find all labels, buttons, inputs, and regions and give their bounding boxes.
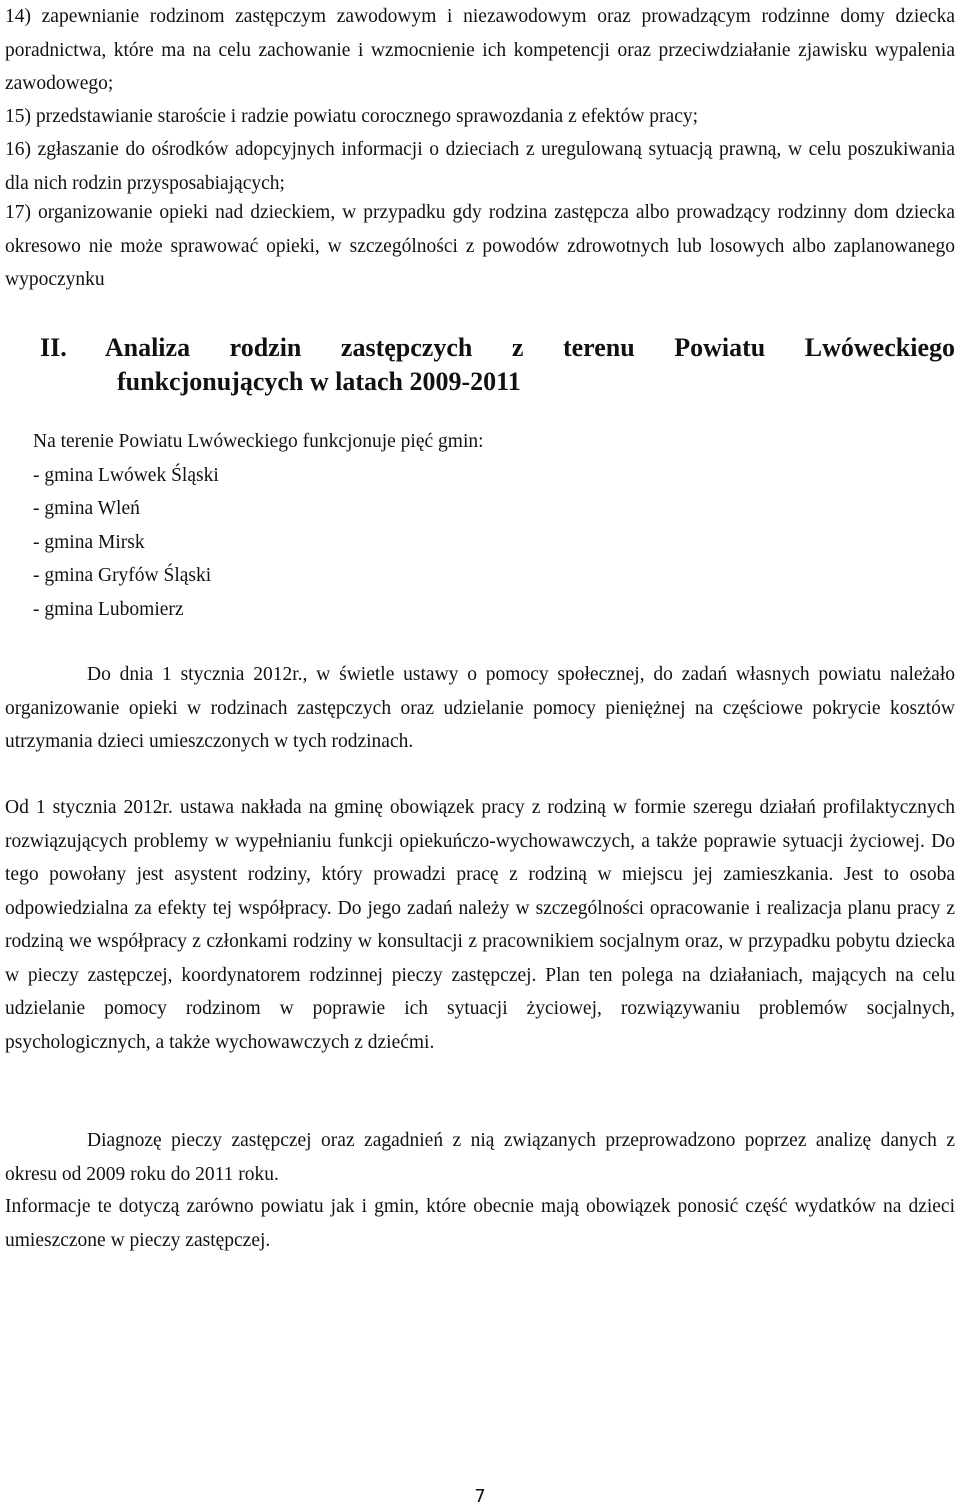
paragraph-1: Do dnia 1 stycznia 2012r., w świetle ustawy o pomocy społecznej, do zadań własnych powiatu należało organizowanie opieki w rodzinach zastępczych oraz udzielanie pomocy pieniężnej na częściowe pokrycie kosztów utrzymania dzieci umieszczonych w tych rodzinach. <box>5 664 955 752</box>
list-item-17: 17) organizowanie opieki nad dzieckiem, w przypadku gdy rodzina zastępcza albo prowadzący rodzinny dom dziecka okresowo nie może sprawować opieki, w szczególności z powodów zdrowotnych lub losowych albo zaplanowanego wypoczynku <box>5 202 955 290</box>
list-item-16: 16) zgłaszanie do ośrodków adopcyjnych informacji o dzieciach z uregulowaną sytuacją prawną, w celu poszukiwania dla nich rodzin przysposabiających; <box>5 139 955 194</box>
section-heading-line1: II. Analiza rodzin zastępczych z terenu Powiatu Lwóweckiego <box>40 333 955 362</box>
gminy-intro: Na terenie Powiatu Lwóweckiego funkcjonuje pięć gmin: <box>33 431 484 452</box>
list-item: - gmina Lwówek Śląski <box>33 464 219 486</box>
paragraph-4: Informacje te dotyczą zarówno powiatu jak i gmin, które obecnie mają obowiązek ponosić część wydatków na dzieci umieszczone w pieczy zastępczej. <box>5 1196 955 1251</box>
section-heading-line2: funkcjonujących w latach 2009-2011 <box>117 366 521 396</box>
list-item: - gmina Lubomierz <box>33 598 184 620</box>
page-number: 7 <box>474 1486 486 1507</box>
list-item: - gmina Gryfów Śląski <box>33 565 212 586</box>
gminy-list <box>33 425 484 626</box>
list-item: - gmina Mirsk <box>33 531 145 553</box>
list-item-15: 15) przedstawianie staroście i radzie powiatu corocznego sprawozdania z efektów pracy; <box>5 106 699 127</box>
paragraph-3: Diagnozę pieczy zastępczej oraz zagadnień z nią związanych przeprowadzono poprzez analizę danych z okresu od 2009 roku do 2011 roku. <box>5 1130 955 1185</box>
list-item: - gmina Wleń <box>33 498 140 519</box>
section-heading <box>40 331 955 398</box>
paragraph-2: Od 1 stycznia 2012r. ustawa nakłada na gminę obowiązek pracy z rodziną w formie szeregu działań profilaktycznych rozwiązujących problemy w wypełnianiu funkcji opiekuńczo-wychowawczych, a także poprawie sytuacji życiowej. Do tego powołany jest asystent rodziny, który prowadzi pracę z rodziną w miejscu jej zamieszkania. Jest to osoba odpowiedzialna za efekty tej współpracy. Do jego zadań należy w szczególności opracowanie i realizacja planu pracy z rodziną we współpracy z członkami rodziny w konsultacji z pracownikiem socjalnym oraz, w przypadku pobytu dziecka w pieczy zastępczej, koordynatorem rodzinnej pieczy zastępczej. Plan ten polega na działaniach, mających na celu udzielanie pomocy rodzinom w poprawie ich sytuacji życiowej, rozwiązywaniu problemów socjalnych, psychologicznych, a także wychowawczych z dziećmi. <box>5 797 955 1053</box>
list-item-14: 14) zapewnianie rodzinom zastępczym zawodowym i niezawodowym oraz prowadzącym rodzinne domy dziecka poradnictwa, które ma na celu zachowanie i wzmocnienie ich kompetencji oraz przeciwdziałanie zjawisku wypalenia zawodowego; <box>5 6 955 94</box>
